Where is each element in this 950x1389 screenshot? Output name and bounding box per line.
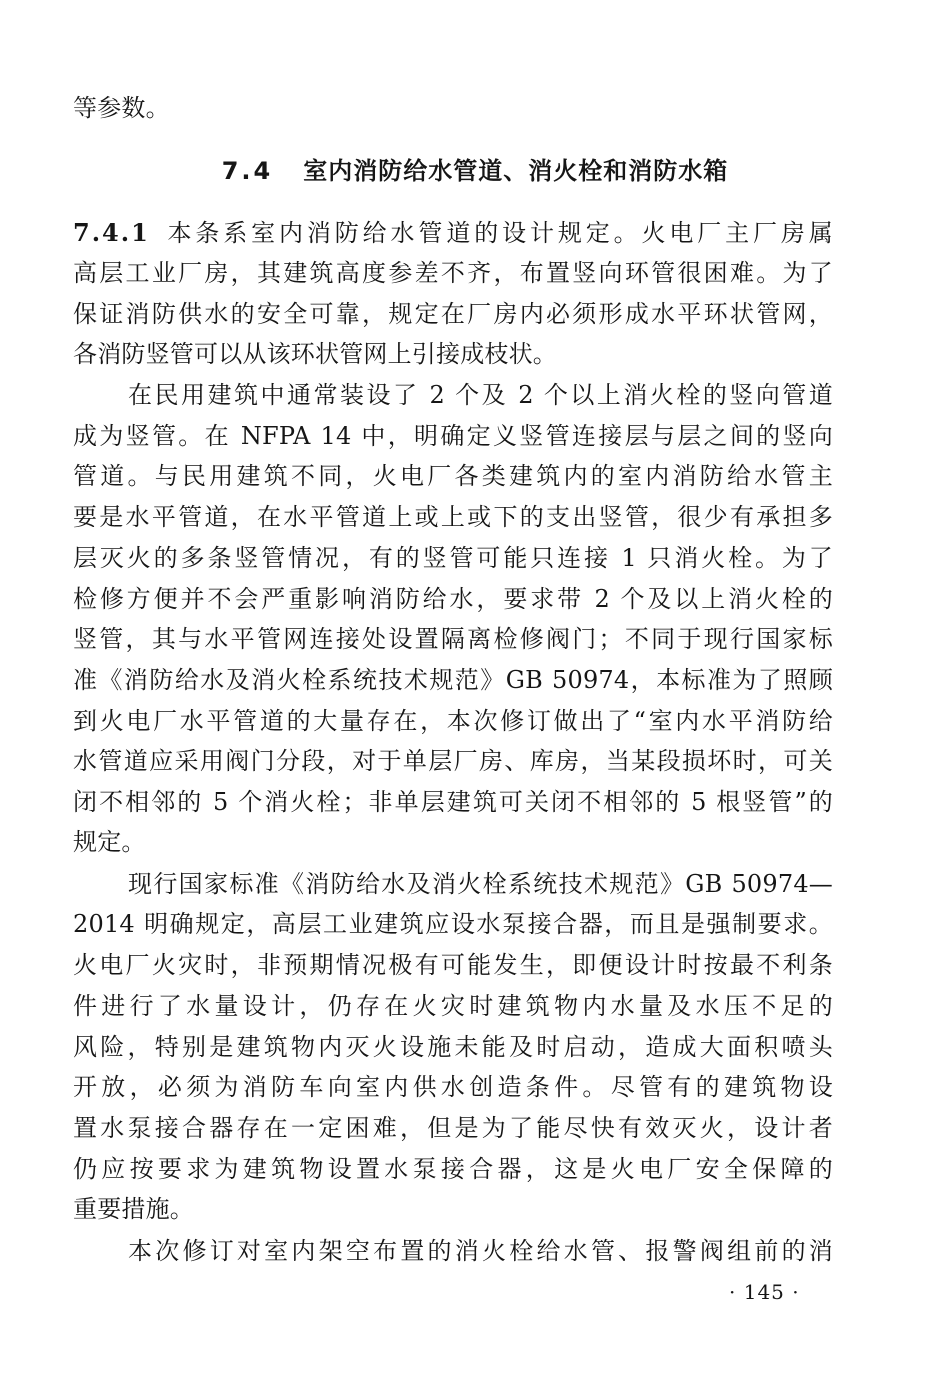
- section-number: 7.4: [221, 157, 274, 185]
- paragraph-first-line: 本次修订对室内架空布置的消火栓给水管、报警阀组前的消: [128, 1237, 833, 1265]
- body-line: 件进行了水量设计，仍存在火灾时建筑物内水量及水压不足的: [73, 992, 833, 1020]
- clause-number: 7.4.1: [73, 218, 150, 247]
- body-line: 高层工业厂房，其建筑高度参差不齐，布置竖向环管很困难。为了: [73, 259, 833, 287]
- body-line: 仍应按要求为建筑物设置水泵接合器，这是火电厂安全保障的: [73, 1155, 833, 1183]
- section-title: 室内消防给水管道、消火栓和消防水箱: [303, 157, 729, 185]
- body-line: 各消防竖管可以从该环状管网上引接成枝状。: [73, 340, 557, 368]
- body-line: 规定。: [73, 828, 146, 856]
- body-line: 要是水平管道，在水平管道上或上或下的支出竖管，很少有承担多: [73, 503, 833, 531]
- body-line: 检修方便并不会严重影响消防给水，要求带 2 个及以上消火栓的: [73, 585, 833, 613]
- body-line: 火电厂火灾时，非预期情况极有可能发生，即便设计时按最不利条: [73, 951, 833, 979]
- body-line: 到火电厂水平管道的大量存在，本次修订做出了“室内水平消防给: [73, 707, 833, 735]
- body-line: 闭不相邻的 5 个消火栓；非单层建筑可关闭不相邻的 5 根竖管”的: [73, 788, 833, 816]
- paragraph-first-line: 在民用建筑中通常装设了 2 个及 2 个以上消火栓的竖向管道: [128, 381, 833, 409]
- page-number: · 145 ·: [729, 1280, 800, 1304]
- section-heading: [0, 150, 950, 192]
- body-line: 层灭火的多条竖管情况，有的竖管可能只连接 1 只消火栓。为了: [73, 544, 833, 572]
- body-line: 重要措施。: [73, 1195, 194, 1223]
- body-line: 竖管，其与水平管网连接处设置隔离检修阀门；不同于现行国家标: [73, 625, 833, 653]
- body-line: 保证消防供水的安全可靠，规定在厂房内必须形成水平环状管网，: [73, 300, 833, 328]
- body-line: 置水泵接合器存在一定困难，但是为了能尽快有效灭火，设计者: [73, 1114, 833, 1142]
- body-line: 准《消防给水及消火栓系统技术规范》GB 50974，本标准为了照顾: [73, 666, 833, 694]
- clause-first-line: [73, 213, 833, 253]
- top-fragment-line: 等参数。: [73, 94, 170, 122]
- body-line: 风险，特别是建筑物内灭火设施未能及时启动，造成大面积喷头: [73, 1033, 833, 1061]
- clause-text: 本条系室内消防给水管道的设计规定。火电厂主厂房属: [163, 219, 833, 247]
- body-line: 2014 明确规定，高层工业建筑应设水泵接合器，而且是强制要求。: [73, 910, 833, 938]
- paragraph-first-line: 现行国家标准《消防给水及消火栓系统技术规范》GB 50974—: [128, 870, 833, 898]
- body-line: 开放，必须为消防车向室内供水创造条件。尽管有的建筑物设: [73, 1073, 833, 1101]
- body-line: 管道。与民用建筑不同，火电厂各类建筑内的室内消防给水管主: [73, 462, 833, 490]
- body-line: 成为竖管。在 NFPA 14 中，明确定义竖管连接层与层之间的竖向: [73, 422, 833, 450]
- body-line: 水管道应采用阀门分段，对于单层厂房、库房，当某段损坏时，可关: [73, 747, 833, 775]
